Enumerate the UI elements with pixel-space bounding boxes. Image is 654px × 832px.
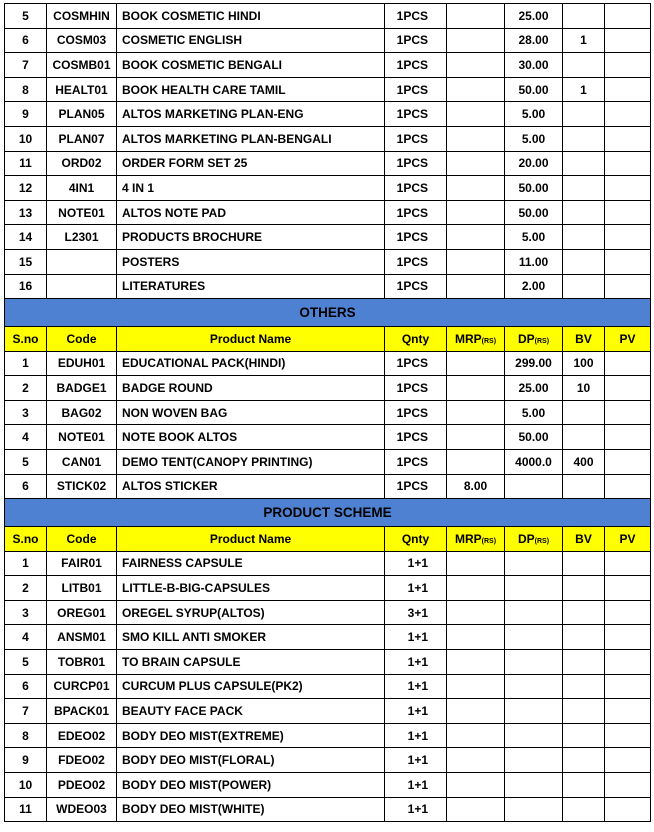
cell-bv (563, 53, 605, 78)
cell-qnty: 1PCS (385, 376, 447, 401)
scheme-section-title: PRODUCT SCHEME (5, 499, 651, 527)
cell-product-name: ORDER FORM SET 25 (117, 151, 385, 176)
cell-pv (605, 28, 651, 53)
cell-product-name: BODY DEO MIST(WHITE) (117, 797, 385, 822)
cell-pv (605, 274, 651, 299)
cell-code: BADGE1 (47, 376, 117, 401)
cell-pv (605, 576, 651, 601)
cell-mrp (447, 249, 505, 274)
cell-product-name: LITTLE-B-BIG-CAPSULES (117, 576, 385, 601)
cell-dp: 5.00 (505, 126, 563, 151)
cell-pv (605, 53, 651, 78)
cell-dp (505, 699, 563, 724)
cell-bv (563, 126, 605, 151)
cell-mrp (447, 748, 505, 773)
cell-code: STICK02 (47, 474, 117, 499)
cell-mrp (447, 425, 505, 450)
cell-sno: 9 (5, 748, 47, 773)
table-row (5, 748, 651, 773)
cell-bv (563, 600, 605, 625)
cell-bv (563, 474, 605, 499)
cell-dp (505, 600, 563, 625)
cell-code: COSM03 (47, 28, 117, 53)
cell-mrp (447, 176, 505, 201)
cell-qnty: 1+1 (385, 650, 447, 675)
table-row (5, 425, 651, 450)
cell-mrp (447, 376, 505, 401)
col-header-bv: BV (563, 327, 605, 352)
cell-mrp (447, 200, 505, 225)
cell-pv (605, 748, 651, 773)
cell-dp: 5.00 (505, 225, 563, 250)
cell-mrp: 8.00 (447, 474, 505, 499)
table-row (5, 400, 651, 425)
cell-qnty: 1+1 (385, 576, 447, 601)
cell-sno: 2 (5, 576, 47, 601)
cell-sno: 12 (5, 176, 47, 201)
cell-code: OREG01 (47, 600, 117, 625)
cell-mrp (447, 28, 505, 53)
others-rows (5, 351, 651, 499)
cell-product-name: BEAUTY FACE PACK (117, 699, 385, 724)
cell-dp (505, 797, 563, 822)
cell-dp: 50.00 (505, 176, 563, 201)
cell-dp: 50.00 (505, 425, 563, 450)
cell-product-name: 4 IN 1 (117, 176, 385, 201)
cell-pv (605, 376, 651, 401)
cell-product-name: NON WOVEN BAG (117, 400, 385, 425)
cell-product-name: BOOK COSMETIC BENGALI (117, 53, 385, 78)
cell-product-name: TO BRAIN CAPSULE (117, 650, 385, 675)
cell-product-name: COSMETIC ENGLISH (117, 28, 385, 53)
cell-mrp (447, 102, 505, 127)
cell-qnty: 1+1 (385, 699, 447, 724)
col-header-qnty: Qnty (385, 527, 447, 552)
cell-pv (605, 126, 651, 151)
cell-code: BAG02 (47, 400, 117, 425)
cell-dp (505, 551, 563, 576)
cell-mrp (447, 274, 505, 299)
cell-pv (605, 425, 651, 450)
cell-dp: 299.00 (505, 351, 563, 376)
cell-pv (605, 351, 651, 376)
cell-code: CURCP01 (47, 674, 117, 699)
cell-product-name: LITERATURES (117, 274, 385, 299)
cell-dp (505, 723, 563, 748)
cell-code (47, 249, 117, 274)
cell-qnty: 1+1 (385, 625, 447, 650)
cell-code: EDEO02 (47, 723, 117, 748)
cell-code: EDUH01 (47, 351, 117, 376)
cell-mrp (447, 650, 505, 675)
cell-dp: 5.00 (505, 400, 563, 425)
cell-code: LITB01 (47, 576, 117, 601)
cell-sno: 13 (5, 200, 47, 225)
cell-code: NOTE01 (47, 425, 117, 450)
table-row (5, 723, 651, 748)
table-row (5, 600, 651, 625)
cell-sno: 7 (5, 53, 47, 78)
cell-sno: 1 (5, 551, 47, 576)
col-header-product-name: Product Name (117, 527, 385, 552)
table-row (5, 200, 651, 225)
cell-sno: 5 (5, 4, 47, 29)
col-header-bv: BV (563, 527, 605, 552)
cell-qnty: 1PCS (385, 176, 447, 201)
table-row (5, 699, 651, 724)
cell-mrp (447, 674, 505, 699)
cell-product-name: ALTOS MARKETING PLAN-ENG (117, 102, 385, 127)
cell-product-name: BODY DEO MIST(FLORAL) (117, 748, 385, 773)
cell-dp: 25.00 (505, 4, 563, 29)
table-row (5, 225, 651, 250)
cell-product-name: EDUCATIONAL PACK(HINDI) (117, 351, 385, 376)
cell-pv (605, 797, 651, 822)
cell-bv (563, 200, 605, 225)
cell-sno: 16 (5, 274, 47, 299)
cell-qnty: 1PCS (385, 474, 447, 499)
cell-mrp (447, 600, 505, 625)
col-header-dp: DP(RS) (505, 327, 563, 352)
cell-mrp (447, 4, 505, 29)
cell-product-name: BADGE ROUND (117, 376, 385, 401)
cell-mrp (447, 723, 505, 748)
cell-code: FAIR01 (47, 551, 117, 576)
scheme-section-header (5, 499, 651, 552)
cell-dp: 28.00 (505, 28, 563, 53)
cell-bv (563, 274, 605, 299)
col-header-sno: S.no (5, 327, 47, 352)
cell-qnty: 1+1 (385, 748, 447, 773)
table-row (5, 126, 651, 151)
cell-dp: 5.00 (505, 102, 563, 127)
table-row (5, 274, 651, 299)
cell-sno: 6 (5, 674, 47, 699)
cell-sno: 11 (5, 797, 47, 822)
table-row (5, 576, 651, 601)
table-row (5, 151, 651, 176)
price-list-sheet (4, 3, 650, 822)
col-header-product-name: Product Name (117, 327, 385, 352)
cell-dp (505, 474, 563, 499)
cell-sno: 3 (5, 400, 47, 425)
table-row (5, 376, 651, 401)
cell-bv (563, 748, 605, 773)
cell-sno: 15 (5, 249, 47, 274)
col-header-dp: DP(RS) (505, 527, 563, 552)
cell-product-name: SMO KILL ANTI SMOKER (117, 625, 385, 650)
table-row (5, 351, 651, 376)
cell-qnty: 1PCS (385, 126, 447, 151)
cell-qnty: 1PCS (385, 4, 447, 29)
cell-pv (605, 699, 651, 724)
cell-code: CAN01 (47, 450, 117, 475)
table-row (5, 77, 651, 102)
cell-code: BPACK01 (47, 699, 117, 724)
cell-bv (563, 797, 605, 822)
cell-qnty: 1PCS (385, 425, 447, 450)
col-header-code: Code (47, 527, 117, 552)
cell-pv (605, 450, 651, 475)
cell-pv (605, 4, 651, 29)
cell-dp (505, 576, 563, 601)
cell-bv: 100 (563, 351, 605, 376)
col-header-mrp: MRP(RS) (447, 527, 505, 552)
cell-bv (563, 650, 605, 675)
cell-product-name: PRODUCTS BROCHURE (117, 225, 385, 250)
cell-sno: 6 (5, 474, 47, 499)
table-row (5, 625, 651, 650)
cell-pv (605, 77, 651, 102)
cell-dp (505, 773, 563, 798)
table-row (5, 102, 651, 127)
cell-qnty: 1PCS (385, 400, 447, 425)
cell-mrp (447, 773, 505, 798)
cell-mrp (447, 551, 505, 576)
cell-bv (563, 249, 605, 274)
cell-mrp (447, 77, 505, 102)
cell-qnty: 1+1 (385, 773, 447, 798)
table-row (5, 797, 651, 822)
cell-bv (563, 699, 605, 724)
cell-product-name: BOOK COSMETIC HINDI (117, 4, 385, 29)
cell-dp (505, 748, 563, 773)
top-products-section (5, 4, 651, 299)
cell-code: PLAN07 (47, 126, 117, 151)
cell-bv (563, 151, 605, 176)
cell-qnty: 1+1 (385, 674, 447, 699)
cell-sno: 1 (5, 351, 47, 376)
cell-pv (605, 151, 651, 176)
cell-qnty: 1PCS (385, 450, 447, 475)
col-header-qnty: Qnty (385, 327, 447, 352)
cell-pv (605, 176, 651, 201)
cell-bv (563, 400, 605, 425)
cell-bv (563, 674, 605, 699)
cell-qnty: 1PCS (385, 151, 447, 176)
cell-qnty: 1PCS (385, 249, 447, 274)
col-header-mrp: MRP(RS) (447, 327, 505, 352)
cell-bv: 1 (563, 28, 605, 53)
col-header-sno: S.no (5, 527, 47, 552)
cell-code: COSMB01 (47, 53, 117, 78)
cell-qnty: 1+1 (385, 723, 447, 748)
cell-pv (605, 200, 651, 225)
cell-sno: 4 (5, 625, 47, 650)
cell-sno: 14 (5, 225, 47, 250)
cell-qnty: 3+1 (385, 600, 447, 625)
cell-code: L2301 (47, 225, 117, 250)
cell-sno: 10 (5, 773, 47, 798)
scheme-rows (5, 551, 651, 822)
cell-dp: 30.00 (505, 53, 563, 78)
cell-qnty: 1+1 (385, 551, 447, 576)
cell-code: 4IN1 (47, 176, 117, 201)
cell-bv (563, 225, 605, 250)
cell-pv (605, 225, 651, 250)
cell-bv (563, 102, 605, 127)
cell-mrp (447, 797, 505, 822)
cell-pv (605, 400, 651, 425)
cell-mrp (447, 126, 505, 151)
cell-qnty: 1PCS (385, 28, 447, 53)
cell-code: ORD02 (47, 151, 117, 176)
others-section-header (5, 299, 651, 352)
cell-qnty: 1PCS (385, 77, 447, 102)
cell-mrp (447, 625, 505, 650)
cell-dp: 50.00 (505, 200, 563, 225)
cell-product-name: ALTOS NOTE PAD (117, 200, 385, 225)
cell-mrp (447, 400, 505, 425)
col-header-code: Code (47, 327, 117, 352)
table-row (5, 28, 651, 53)
cell-code: HEALT01 (47, 77, 117, 102)
cell-product-name: OREGEL SYRUP(ALTOS) (117, 600, 385, 625)
cell-bv (563, 625, 605, 650)
cell-code: PLAN05 (47, 102, 117, 127)
cell-dp: 11.00 (505, 249, 563, 274)
cell-mrp (447, 576, 505, 601)
cell-qnty: 1PCS (385, 53, 447, 78)
table-row (5, 773, 651, 798)
cell-sno: 5 (5, 650, 47, 675)
cell-bv (563, 551, 605, 576)
cell-pv (605, 551, 651, 576)
cell-code: WDEO03 (47, 797, 117, 822)
cell-product-name: ALTOS MARKETING PLAN-BENGALI (117, 126, 385, 151)
cell-product-name: NOTE BOOK ALTOS (117, 425, 385, 450)
cell-sno: 9 (5, 102, 47, 127)
cell-mrp (447, 151, 505, 176)
cell-sno: 10 (5, 126, 47, 151)
cell-sno: 8 (5, 77, 47, 102)
cell-code: ANSM01 (47, 625, 117, 650)
cell-dp (505, 650, 563, 675)
cell-dp: 25.00 (505, 376, 563, 401)
table-row (5, 53, 651, 78)
cell-sno: 6 (5, 28, 47, 53)
table-row (5, 450, 651, 475)
cell-product-name: BODY DEO MIST(EXTREME) (117, 723, 385, 748)
cell-mrp (447, 351, 505, 376)
cell-sno: 2 (5, 376, 47, 401)
cell-dp (505, 625, 563, 650)
cell-pv (605, 249, 651, 274)
cell-qnty: 1PCS (385, 102, 447, 127)
cell-pv (605, 474, 651, 499)
cell-qnty: 1+1 (385, 797, 447, 822)
table-row (5, 4, 651, 29)
cell-product-name: ALTOS STICKER (117, 474, 385, 499)
cell-code: COSMHIN (47, 4, 117, 29)
others-column-header-row (5, 327, 651, 352)
cell-sno: 11 (5, 151, 47, 176)
cell-dp: 50.00 (505, 77, 563, 102)
cell-sno: 8 (5, 723, 47, 748)
price-list-table (4, 3, 651, 822)
cell-sno: 3 (5, 600, 47, 625)
table-row (5, 249, 651, 274)
cell-sno: 7 (5, 699, 47, 724)
cell-bv: 1 (563, 77, 605, 102)
cell-product-name: DEMO TENT(CANOPY PRINTING) (117, 450, 385, 475)
cell-bv (563, 4, 605, 29)
table-row (5, 176, 651, 201)
cell-code: TOBR01 (47, 650, 117, 675)
cell-bv (563, 576, 605, 601)
cell-pv (605, 723, 651, 748)
table-row (5, 474, 651, 499)
cell-bv (563, 176, 605, 201)
cell-product-name: BOOK HEALTH CARE TAMIL (117, 77, 385, 102)
cell-qnty: 1PCS (385, 274, 447, 299)
cell-bv: 10 (563, 376, 605, 401)
cell-code: PDEO02 (47, 773, 117, 798)
cell-code: NOTE01 (47, 200, 117, 225)
cell-pv (605, 773, 651, 798)
cell-pv (605, 102, 651, 127)
col-header-pv: PV (605, 527, 651, 552)
cell-pv (605, 625, 651, 650)
cell-code (47, 274, 117, 299)
cell-mrp (447, 699, 505, 724)
cell-mrp (447, 53, 505, 78)
cell-bv (563, 723, 605, 748)
col-header-pv: PV (605, 327, 651, 352)
cell-pv (605, 674, 651, 699)
cell-pv (605, 600, 651, 625)
cell-mrp (447, 225, 505, 250)
cell-product-name: FAIRNESS CAPSULE (117, 551, 385, 576)
cell-code: FDEO02 (47, 748, 117, 773)
cell-qnty: 1PCS (385, 225, 447, 250)
cell-product-name: BODY DEO MIST(POWER) (117, 773, 385, 798)
table-row (5, 650, 651, 675)
cell-dp (505, 674, 563, 699)
table-row (5, 674, 651, 699)
cell-dp: 4000.0 (505, 450, 563, 475)
cell-pv (605, 650, 651, 675)
cell-sno: 5 (5, 450, 47, 475)
cell-product-name: CURCUM PLUS CAPSULE(PK2) (117, 674, 385, 699)
table-row (5, 551, 651, 576)
cell-bv (563, 773, 605, 798)
cell-sno: 4 (5, 425, 47, 450)
cell-qnty: 1PCS (385, 200, 447, 225)
cell-dp: 20.00 (505, 151, 563, 176)
cell-product-name: POSTERS (117, 249, 385, 274)
cell-dp: 2.00 (505, 274, 563, 299)
cell-bv (563, 425, 605, 450)
others-section-title: OTHERS (5, 299, 651, 327)
cell-bv: 400 (563, 450, 605, 475)
scheme-column-header-row (5, 527, 651, 552)
cell-mrp (447, 450, 505, 475)
cell-qnty: 1PCS (385, 351, 447, 376)
